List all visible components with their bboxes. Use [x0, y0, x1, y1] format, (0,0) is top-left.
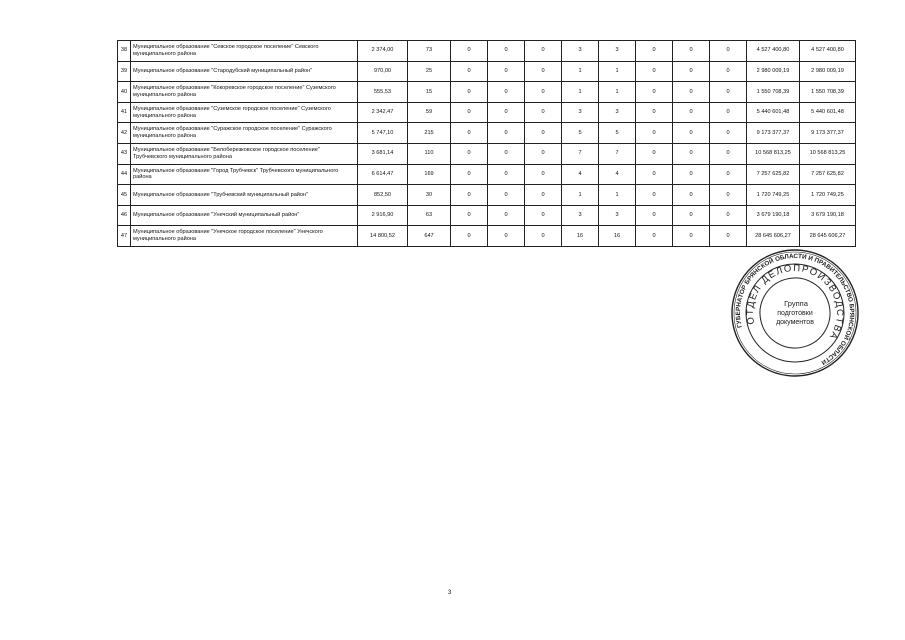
cell-c7: 0 — [673, 61, 710, 82]
cell-c6: 0 — [636, 185, 673, 206]
cell-c4: 16 — [562, 226, 599, 247]
table-row — [118, 123, 856, 144]
cell-c6: 0 — [636, 123, 673, 144]
cell-c4: 3 — [562, 102, 599, 123]
cell-c2: 0 — [488, 82, 525, 103]
cell-c5: 4 — [599, 164, 636, 185]
cell-sum1: 1 550 708,39 — [747, 82, 800, 103]
cell-c7: 0 — [673, 143, 710, 164]
cell-sum1: 7 257 625,82 — [747, 164, 800, 185]
cell-area: 2 342,47 — [358, 102, 408, 123]
cell-c2: 0 — [488, 102, 525, 123]
cell-c6: 0 — [636, 164, 673, 185]
cell-c4: 5 — [562, 123, 599, 144]
cell-c2: 0 — [488, 123, 525, 144]
table-row — [118, 41, 856, 62]
cell-c5: 3 — [599, 102, 636, 123]
cell-people: 73 — [408, 41, 451, 62]
cell-no: 43 — [118, 143, 131, 164]
table-row — [118, 102, 856, 123]
cell-c7: 0 — [673, 164, 710, 185]
cell-sum2: 1 550 708,39 — [800, 82, 856, 103]
cell-c2: 0 — [488, 185, 525, 206]
table-row — [118, 226, 856, 247]
stamp-inner-line-1: Группа — [784, 299, 808, 308]
cell-area: 14 800,52 — [358, 226, 408, 247]
cell-c7: 0 — [673, 41, 710, 62]
cell-c1: 0 — [451, 164, 488, 185]
cell-no: 45 — [118, 185, 131, 206]
cell-c1: 0 — [451, 61, 488, 82]
cell-c8: 0 — [710, 164, 747, 185]
cell-c3: 0 — [525, 123, 562, 144]
cell-name: Муниципальное образование "Город Трубчевск" Трубчевского муниципального района — [131, 164, 358, 185]
cell-c6: 0 — [636, 205, 673, 226]
cell-c3: 0 — [525, 185, 562, 206]
cell-c8: 0 — [710, 143, 747, 164]
cell-area: 970,00 — [358, 61, 408, 82]
table-row — [118, 205, 856, 226]
cell-c5: 7 — [599, 143, 636, 164]
cell-sum1: 28 645 606,27 — [747, 226, 800, 247]
cell-c3: 0 — [525, 164, 562, 185]
cell-sum2: 10 568 813,25 — [800, 143, 856, 164]
table-row — [118, 185, 856, 206]
cell-c3: 0 — [525, 205, 562, 226]
stamp-middle-text: ОТДЕЛ ДЕЛОПРОИЗВОДСТВА — [744, 262, 846, 342]
allocation-table — [117, 40, 856, 247]
cell-sum1: 5 440 601,48 — [747, 102, 800, 123]
cell-c3: 0 — [525, 61, 562, 82]
cell-people: 15 — [408, 82, 451, 103]
cell-c5: 1 — [599, 61, 636, 82]
cell-no: 42 — [118, 123, 131, 144]
table-row — [118, 61, 856, 82]
cell-c3: 0 — [525, 226, 562, 247]
cell-c6: 0 — [636, 61, 673, 82]
cell-no: 44 — [118, 164, 131, 185]
cell-c7: 0 — [673, 226, 710, 247]
cell-c4: 7 — [562, 143, 599, 164]
cell-c8: 0 — [710, 61, 747, 82]
cell-c3: 0 — [525, 143, 562, 164]
cell-c2: 0 — [488, 61, 525, 82]
cell-name: Муниципальное образование "Унечское городское поселение" Унечского муниципального района — [131, 226, 358, 247]
cell-name: Муниципальное образование "Суражское городское поселение" Суражского муниципального района — [131, 123, 358, 144]
cell-sum1: 10 568 813,25 — [747, 143, 800, 164]
cell-c6: 0 — [636, 82, 673, 103]
cell-no: 46 — [118, 205, 131, 226]
cell-c3: 0 — [525, 82, 562, 103]
cell-sum2: 9 173 377,37 — [800, 123, 856, 144]
cell-c3: 0 — [525, 41, 562, 62]
cell-name: Муниципальное образование "Севское городское поселение" Севского муниципального района — [131, 41, 358, 62]
cell-c8: 0 — [710, 41, 747, 62]
cell-c1: 0 — [451, 123, 488, 144]
cell-name: Муниципальное образование "Трубчевский муниципальный район" — [131, 185, 358, 206]
cell-c3: 0 — [525, 102, 562, 123]
cell-c1: 0 — [451, 185, 488, 206]
cell-people: 63 — [408, 205, 451, 226]
cell-area: 5 747,10 — [358, 123, 408, 144]
cell-c7: 0 — [673, 185, 710, 206]
cell-c7: 0 — [673, 123, 710, 144]
cell-sum2: 28 645 606,27 — [800, 226, 856, 247]
cell-name: Муниципальное образование "Кокоревское городское поселение" Суземского муниципального района — [131, 82, 358, 103]
cell-sum1: 1 720 749,25 — [747, 185, 800, 206]
cell-area: 852,50 — [358, 185, 408, 206]
cell-no: 40 — [118, 82, 131, 103]
cell-c5: 3 — [599, 41, 636, 62]
cell-c4: 4 — [562, 164, 599, 185]
cell-c2: 0 — [488, 41, 525, 62]
cell-c6: 0 — [636, 226, 673, 247]
cell-c7: 0 — [673, 205, 710, 226]
cell-c4: 1 — [562, 82, 599, 103]
cell-c1: 0 — [451, 41, 488, 62]
cell-people: 30 — [408, 185, 451, 206]
cell-c8: 0 — [710, 123, 747, 144]
cell-people: 647 — [408, 226, 451, 247]
cell-sum2: 2 980 009,19 — [800, 61, 856, 82]
cell-c1: 0 — [451, 82, 488, 103]
cell-people: 59 — [408, 102, 451, 123]
cell-people: 215 — [408, 123, 451, 144]
cell-sum1: 3 679 190,18 — [747, 205, 800, 226]
cell-name: Муниципальное образование "Унечский муниципальный район" — [131, 205, 358, 226]
cell-sum2: 5 440 601,48 — [800, 102, 856, 123]
page-number: 3 — [448, 590, 452, 596]
cell-c7: 0 — [673, 82, 710, 103]
cell-no: 39 — [118, 61, 131, 82]
stamp-inner-line-2: подготовки — [777, 310, 813, 317]
cell-c8: 0 — [710, 102, 747, 123]
cell-c5: 1 — [599, 82, 636, 103]
cell-people: 169 — [408, 164, 451, 185]
cell-c4: 3 — [562, 205, 599, 226]
cell-c1: 0 — [451, 205, 488, 226]
cell-c6: 0 — [636, 143, 673, 164]
cell-c1: 0 — [451, 143, 488, 164]
cell-c5: 1 — [599, 185, 636, 206]
cell-c2: 0 — [488, 164, 525, 185]
cell-name: Муниципальное образование "Стародубский муниципальный район" — [131, 61, 358, 82]
table-row — [118, 164, 856, 185]
cell-no: 38 — [118, 41, 131, 62]
cell-area: 3 681,14 — [358, 143, 408, 164]
stamp-outer-text: ГУБЕРНАТОР БРЯНСКОЙ ОБЛАСТИ И ПРАВИТЕЛЬСТВО БРЯНСКОЙ ОБЛАСТИ — [734, 252, 856, 366]
table-row — [118, 143, 856, 164]
table-row — [118, 82, 856, 103]
cell-sum2: 7 257 625,82 — [800, 164, 856, 185]
cell-area: 555,53 — [358, 82, 408, 103]
office-stamp — [730, 248, 860, 378]
cell-sum2: 4 527 400,80 — [800, 41, 856, 62]
cell-sum1: 4 527 400,80 — [747, 41, 800, 62]
cell-c4: 3 — [562, 41, 599, 62]
cell-c4: 1 — [562, 185, 599, 206]
cell-c2: 0 — [488, 226, 525, 247]
cell-name: Муниципальное образование "Суземское городское поселение" Суземского муниципального района — [131, 102, 358, 123]
cell-sum1: 2 980 009,19 — [747, 61, 800, 82]
cell-c1: 0 — [451, 102, 488, 123]
cell-c2: 0 — [488, 143, 525, 164]
cell-name: Муниципальное образование "Белоберезковское городское поселение" Трубчевского муниципального района — [131, 143, 358, 164]
cell-no: 47 — [118, 226, 131, 247]
table-body — [118, 41, 856, 247]
cell-c8: 0 — [710, 226, 747, 247]
cell-people: 110 — [408, 143, 451, 164]
cell-c5: 16 — [599, 226, 636, 247]
cell-c8: 0 — [710, 205, 747, 226]
cell-c4: 1 — [562, 61, 599, 82]
cell-no: 41 — [118, 102, 131, 123]
cell-area: 2 374,00 — [358, 41, 408, 62]
cell-people: 25 — [408, 61, 451, 82]
cell-sum2: 3 679 190,18 — [800, 205, 856, 226]
cell-sum2: 1 720 749,25 — [800, 185, 856, 206]
cell-c2: 0 — [488, 205, 525, 226]
cell-c6: 0 — [636, 41, 673, 62]
cell-c8: 0 — [710, 185, 747, 206]
cell-c1: 0 — [451, 226, 488, 247]
cell-sum1: 9 173 377,37 — [747, 123, 800, 144]
cell-c7: 0 — [673, 102, 710, 123]
cell-c8: 0 — [710, 82, 747, 103]
cell-area: 6 614,47 — [358, 164, 408, 185]
cell-c6: 0 — [636, 102, 673, 123]
stamp-inner-line-3: документов — [776, 319, 814, 326]
cell-c5: 3 — [599, 205, 636, 226]
cell-area: 2 916,90 — [358, 205, 408, 226]
cell-c5: 5 — [599, 123, 636, 144]
